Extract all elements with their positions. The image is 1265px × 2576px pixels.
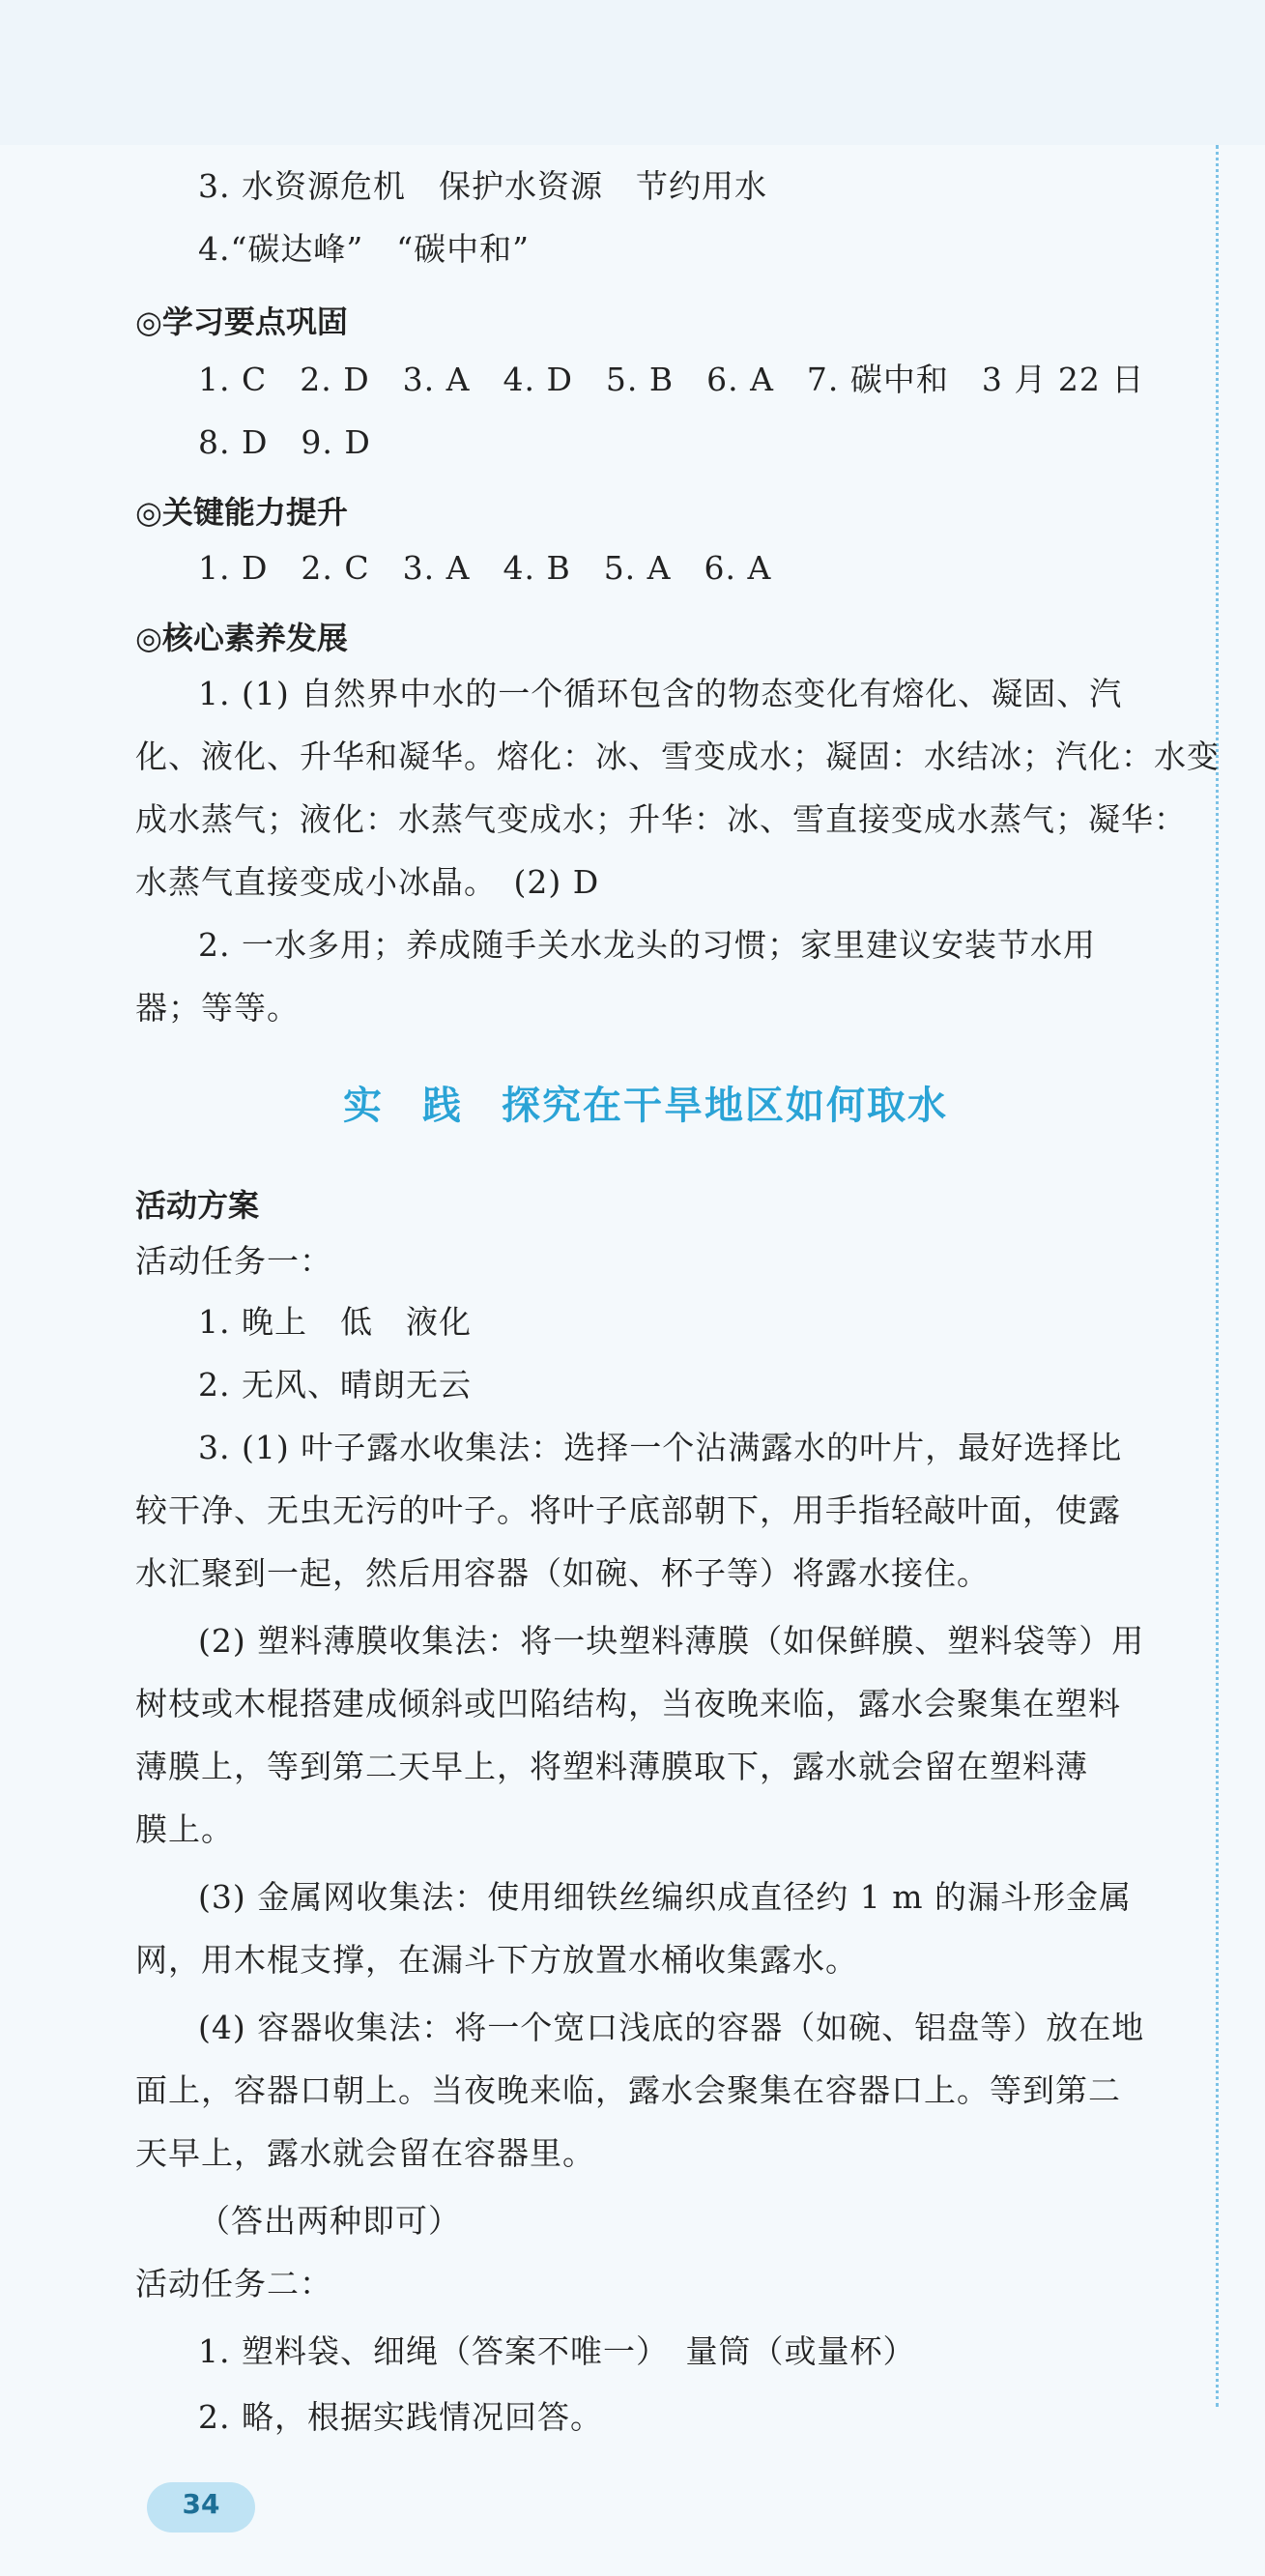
task1-line: 水汇聚到一起，然后用容器（如碗、杯子等）将露水接住。: [135, 1554, 990, 1592]
literacy-line: 水蒸气直接变成小冰晶。 (2) D: [135, 863, 600, 901]
task1-line: 膜上。: [135, 1810, 234, 1848]
task1-line: (2) 塑料薄膜收集法：将一块塑料薄膜（如保鲜膜、塑料袋等）用: [198, 1622, 1145, 1660]
practice-title-text: 探究在干旱地区如何取水: [502, 1084, 948, 1128]
task1-line: 1. 晚上 低 液化: [198, 1303, 472, 1341]
literacy-line: 2. 一水多用；养成随手关水龙头的习惯；家里建议安装节水用: [198, 926, 1096, 964]
practice-title-char-2: 践: [422, 1084, 463, 1128]
learn-answers-row-1: 1. C 2. D 3. A 4. D 5. B 6. A 7. 碳中和 3 月 22 日: [198, 361, 1145, 398]
answer-line-4: 4.“碳达峰” “碳中和”: [198, 230, 530, 268]
task1-line: 天早上，露水就会留在容器里。: [135, 2134, 595, 2172]
task1-line: (3) 金属网收集法：使用细铁丝编织成直径约 1 m 的漏斗形金属: [198, 1878, 1132, 1916]
section-heading-ability: ◎关键能力提升: [135, 494, 348, 531]
task1-line: (4) 容器收集法：将一个宽口浅底的容器（如碗、铝盘等）放在地: [198, 2009, 1145, 2046]
task1-line: 较干净、无虫无污的叶子。将叶子底部朝下，用手指轻敲叶面，使露: [135, 1491, 1121, 1529]
task2-label: 活动任务二：: [135, 2265, 332, 2302]
task1-line: 薄膜上，等到第二天早上，将塑料薄膜取下，露水就会留在塑料薄: [135, 1748, 1088, 1785]
literacy-line: 成水蒸气；液化：水蒸气变成水；升华：冰、雪直接变成水蒸气；凝华：: [135, 800, 1187, 838]
task1-line: 面上，容器口朝上。当夜晚来临，露水会聚集在容器口上。等到第二: [135, 2071, 1121, 2109]
task1-line: 网，用木棍支撑，在漏斗下方放置水桶收集露水。: [135, 1941, 858, 1979]
task1-label: 活动任务一：: [135, 1242, 332, 1280]
practice-title: [343, 1075, 948, 1130]
top-band: [0, 0, 1265, 145]
learn-answers-row-2: 8. D 9. D: [198, 423, 371, 461]
task2-line: 1. 塑料袋、细绳（答案不唯一） 量筒（或量杯）: [198, 2332, 916, 2370]
section-heading-literacy: ◎核心素养发展: [135, 620, 348, 656]
literacy-line: 1. (1) 自然界中水的一个循环包含的物态变化有熔化、凝固、汽: [198, 675, 1123, 712]
section-heading-learn: ◎学习要点巩固: [135, 304, 348, 340]
activity-plan-heading: 活动方案: [135, 1187, 260, 1224]
task1-line: 3. (1) 叶子露水收集法：选择一个沾满露水的叶片，最好选择比: [198, 1429, 1123, 1466]
practice-title-char-1: 实: [343, 1084, 384, 1128]
margin-dotted-line: [1216, 145, 1219, 2407]
task1-line: 树枝或木棍搭建成倾斜或凹陷结构，当夜晚来临，露水会聚集在塑料: [135, 1685, 1121, 1722]
literacy-line: 器；等等。: [135, 989, 300, 1027]
task1-line: 2. 无风、晴朗无云: [198, 1366, 472, 1404]
page-number: 34: [182, 2488, 220, 2520]
task2-line: 2. 略，根据实践情况回答。: [198, 2398, 603, 2436]
ability-answers-row-1: 1. D 2. C 3. A 4. B 5. A 6. A: [198, 549, 772, 587]
literacy-line: 化、液化、升华和凝华。熔化：冰、雪变成水；凝固：水结冰；汽化：水变: [135, 738, 1220, 775]
answer-line-3: 3. 水资源危机 保护水资源 节约用水: [198, 167, 767, 205]
task1-line: （答出两种即可）: [198, 2202, 461, 2240]
